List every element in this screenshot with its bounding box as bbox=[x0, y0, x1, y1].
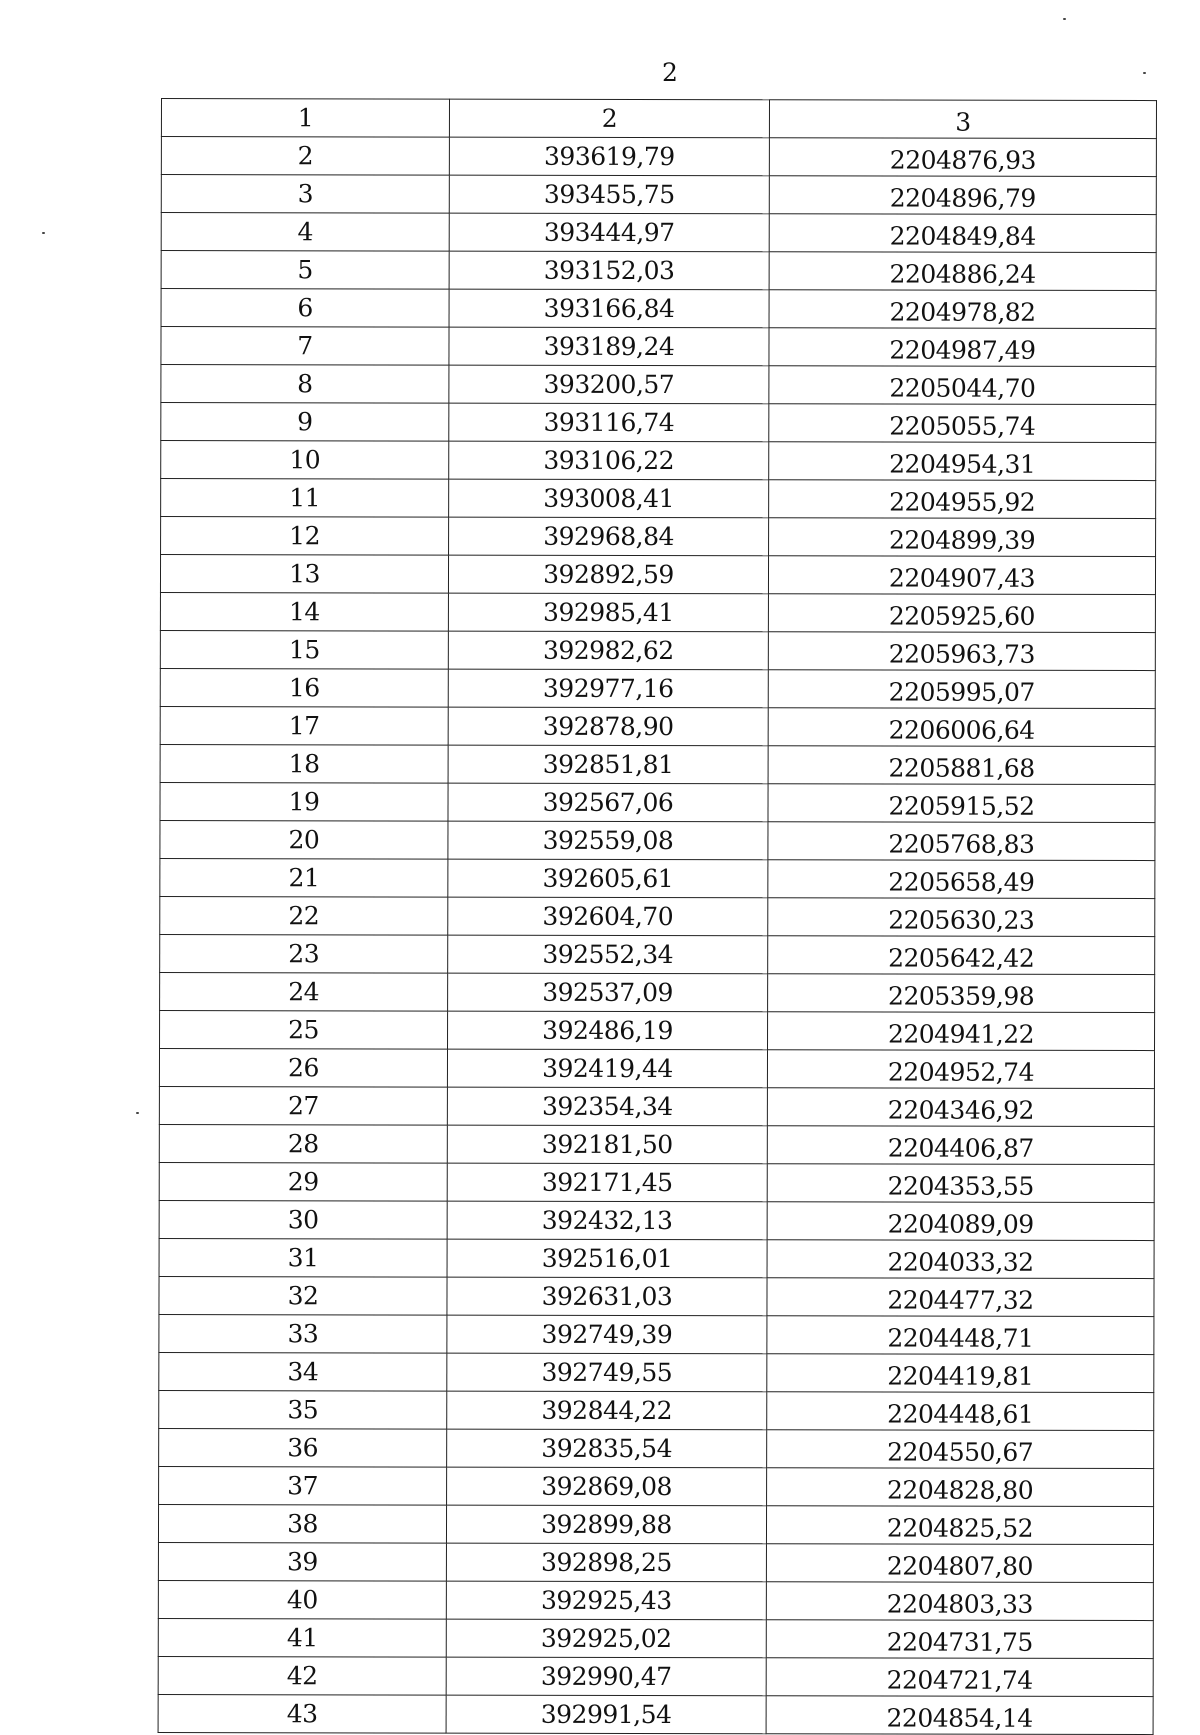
x-coordinate-cell: 392869,08 bbox=[447, 1467, 767, 1506]
header-cell-col-1: 1 bbox=[161, 99, 449, 138]
y-coordinate-cell: 2204987,49 bbox=[769, 328, 1156, 367]
point-number-cell: 35 bbox=[159, 1390, 447, 1429]
point-number-cell: 41 bbox=[158, 1618, 446, 1657]
y-coordinate-cell: 2204353,55 bbox=[767, 1164, 1154, 1203]
header-cell-col-3: 3 bbox=[769, 100, 1156, 139]
y-coordinate-cell: 2205915,52 bbox=[768, 784, 1155, 823]
x-coordinate-cell: 392419,44 bbox=[447, 1049, 767, 1088]
table-row bbox=[158, 1618, 1153, 1658]
point-number-cell: 4 bbox=[161, 213, 449, 252]
x-coordinate-cell: 392559,08 bbox=[448, 821, 768, 860]
y-coordinate-cell: 2204089,09 bbox=[767, 1202, 1154, 1241]
page-number: 2 bbox=[662, 58, 678, 87]
point-number-cell: 22 bbox=[160, 896, 448, 935]
table-row bbox=[159, 1124, 1154, 1164]
table-row bbox=[159, 1048, 1154, 1088]
x-coordinate-cell: 393619,79 bbox=[449, 137, 769, 176]
point-number-cell: 18 bbox=[160, 744, 448, 783]
point-number-cell: 42 bbox=[158, 1656, 446, 1695]
y-coordinate-cell: 2204406,87 bbox=[767, 1126, 1154, 1165]
point-number-cell: 2 bbox=[161, 137, 449, 176]
x-coordinate-cell: 393444,97 bbox=[449, 213, 769, 252]
table-row bbox=[161, 289, 1156, 329]
y-coordinate-cell: 2205658,49 bbox=[768, 860, 1155, 899]
y-coordinate-cell: 2205044,70 bbox=[769, 366, 1156, 405]
x-coordinate-cell: 392181,50 bbox=[447, 1125, 767, 1164]
table-row bbox=[161, 365, 1156, 405]
scan-speck bbox=[1143, 72, 1146, 74]
x-coordinate-cell: 392878,90 bbox=[448, 707, 768, 746]
y-coordinate-cell: 2204896,79 bbox=[769, 176, 1156, 215]
table-row bbox=[161, 175, 1156, 215]
y-coordinate-cell: 2204952,74 bbox=[767, 1050, 1154, 1089]
point-number-cell: 20 bbox=[160, 820, 448, 859]
table-row bbox=[159, 1200, 1154, 1240]
point-number-cell: 24 bbox=[160, 972, 448, 1011]
x-coordinate-cell: 392604,70 bbox=[448, 897, 768, 936]
point-number-cell: 36 bbox=[159, 1428, 447, 1467]
scan-speck bbox=[136, 1112, 139, 1114]
point-number-cell: 14 bbox=[160, 592, 448, 631]
table-row bbox=[161, 403, 1156, 443]
point-number-cell: 28 bbox=[159, 1124, 447, 1163]
x-coordinate-cell: 392835,54 bbox=[447, 1429, 767, 1468]
point-number-cell: 12 bbox=[161, 517, 449, 556]
y-coordinate-cell: 2204941,22 bbox=[768, 1012, 1155, 1051]
table-body bbox=[158, 99, 1156, 1735]
x-coordinate-cell: 392925,02 bbox=[446, 1619, 766, 1658]
table-row bbox=[160, 934, 1155, 974]
table-row bbox=[160, 1010, 1155, 1050]
table-row bbox=[160, 706, 1155, 746]
y-coordinate-cell: 2204033,32 bbox=[767, 1240, 1154, 1279]
point-number-cell: 29 bbox=[159, 1162, 447, 1201]
y-coordinate-cell: 2204907,43 bbox=[768, 556, 1155, 595]
x-coordinate-cell: 392985,41 bbox=[448, 593, 768, 632]
table-row bbox=[161, 251, 1156, 291]
x-coordinate-cell: 392516,01 bbox=[447, 1239, 767, 1278]
table-row bbox=[160, 630, 1155, 670]
table-row bbox=[161, 441, 1156, 481]
x-coordinate-cell: 393152,03 bbox=[449, 251, 769, 290]
point-number-cell: 43 bbox=[158, 1694, 446, 1733]
table-row bbox=[159, 1314, 1154, 1354]
point-number-cell: 5 bbox=[161, 251, 449, 290]
y-coordinate-cell: 2204955,92 bbox=[769, 480, 1156, 519]
x-coordinate-cell: 392605,61 bbox=[448, 859, 768, 898]
table-row bbox=[159, 1086, 1154, 1126]
y-coordinate-cell: 2204448,71 bbox=[767, 1316, 1154, 1355]
table-row bbox=[160, 555, 1155, 595]
y-coordinate-cell: 2204550,67 bbox=[767, 1430, 1154, 1469]
table-row bbox=[161, 327, 1156, 367]
table-row bbox=[159, 1466, 1154, 1506]
table-row bbox=[158, 1656, 1153, 1696]
table-row bbox=[159, 1390, 1154, 1430]
table-row bbox=[158, 1504, 1153, 1544]
table-row bbox=[161, 213, 1156, 253]
table-row bbox=[159, 1276, 1154, 1316]
y-coordinate-cell: 2204807,80 bbox=[766, 1544, 1153, 1583]
y-coordinate-cell: 2205055,74 bbox=[769, 404, 1156, 443]
x-coordinate-cell: 392990,47 bbox=[446, 1657, 766, 1696]
x-coordinate-cell: 392171,45 bbox=[447, 1163, 767, 1202]
table-row bbox=[160, 592, 1155, 632]
table-row bbox=[158, 1580, 1153, 1620]
y-coordinate-cell: 2204731,75 bbox=[766, 1620, 1153, 1659]
point-number-cell: 34 bbox=[159, 1352, 447, 1391]
y-coordinate-cell: 2204477,32 bbox=[767, 1278, 1154, 1317]
table-header-row bbox=[161, 99, 1156, 139]
scan-speck bbox=[42, 232, 45, 234]
table-row bbox=[161, 517, 1156, 557]
point-number-cell: 23 bbox=[160, 934, 448, 973]
table-row bbox=[159, 1238, 1154, 1278]
point-number-cell: 10 bbox=[161, 441, 449, 480]
y-coordinate-cell: 2205881,68 bbox=[768, 746, 1155, 785]
table-row bbox=[159, 1352, 1154, 1392]
point-number-cell: 9 bbox=[161, 403, 449, 442]
point-number-cell: 39 bbox=[158, 1542, 446, 1581]
y-coordinate-cell: 2204876,93 bbox=[769, 138, 1156, 177]
table-row bbox=[161, 479, 1156, 519]
x-coordinate-cell: 392749,55 bbox=[447, 1353, 767, 1392]
table-row bbox=[160, 782, 1155, 822]
point-number-cell: 30 bbox=[159, 1200, 447, 1239]
y-coordinate-cell: 2204849,84 bbox=[769, 214, 1156, 253]
x-coordinate-cell: 392982,62 bbox=[448, 631, 768, 670]
table-row bbox=[160, 972, 1155, 1012]
y-coordinate-cell: 2204448,61 bbox=[767, 1392, 1154, 1431]
point-number-cell: 31 bbox=[159, 1238, 447, 1277]
y-coordinate-cell: 2204346,92 bbox=[767, 1088, 1154, 1127]
scan-speck bbox=[1063, 18, 1066, 20]
y-coordinate-cell: 2204419,81 bbox=[767, 1354, 1154, 1393]
point-number-cell: 7 bbox=[161, 327, 449, 366]
table-row bbox=[160, 858, 1155, 898]
point-number-cell: 3 bbox=[161, 175, 449, 214]
point-number-cell: 26 bbox=[159, 1048, 447, 1087]
y-coordinate-cell: 2204899,39 bbox=[769, 518, 1156, 557]
y-coordinate-cell: 2204954,31 bbox=[769, 442, 1156, 481]
x-coordinate-cell: 392552,34 bbox=[448, 935, 768, 974]
x-coordinate-cell: 392968,84 bbox=[449, 517, 769, 556]
point-number-cell: 21 bbox=[160, 858, 448, 897]
y-coordinate-cell: 2204828,80 bbox=[767, 1468, 1154, 1507]
y-coordinate-cell: 2204825,52 bbox=[766, 1506, 1153, 1545]
y-coordinate-cell: 2205963,73 bbox=[768, 632, 1155, 671]
y-coordinate-cell: 2205995,07 bbox=[768, 670, 1155, 709]
table-row bbox=[158, 1694, 1153, 1734]
point-number-cell: 13 bbox=[160, 555, 448, 594]
y-coordinate-cell: 2205768,83 bbox=[768, 822, 1155, 861]
x-coordinate-cell: 392898,25 bbox=[446, 1543, 766, 1582]
point-number-cell: 32 bbox=[159, 1276, 447, 1315]
x-coordinate-cell: 393200,57 bbox=[449, 365, 769, 404]
table-row bbox=[161, 137, 1156, 177]
point-number-cell: 37 bbox=[159, 1466, 447, 1505]
x-coordinate-cell: 392567,06 bbox=[448, 783, 768, 822]
point-number-cell: 19 bbox=[160, 782, 448, 821]
table-row bbox=[159, 1162, 1154, 1202]
table-row bbox=[159, 1428, 1154, 1468]
point-number-cell: 25 bbox=[160, 1010, 448, 1049]
y-coordinate-cell: 2205630,23 bbox=[768, 898, 1155, 937]
point-number-cell: 27 bbox=[159, 1086, 447, 1125]
point-number-cell: 40 bbox=[158, 1580, 446, 1619]
y-coordinate-cell: 2205925,60 bbox=[768, 594, 1155, 633]
table-row bbox=[160, 896, 1155, 936]
point-number-cell: 8 bbox=[161, 365, 449, 404]
x-coordinate-cell: 393455,75 bbox=[449, 175, 769, 214]
y-coordinate-cell: 2204978,82 bbox=[769, 290, 1156, 329]
point-number-cell: 6 bbox=[161, 289, 449, 328]
y-coordinate-cell: 2205642,42 bbox=[768, 936, 1155, 975]
x-coordinate-cell: 392749,39 bbox=[447, 1315, 767, 1354]
point-number-cell: 38 bbox=[158, 1504, 446, 1543]
x-coordinate-cell: 392631,03 bbox=[447, 1277, 767, 1316]
x-coordinate-cell: 393166,84 bbox=[449, 289, 769, 328]
table-row bbox=[160, 820, 1155, 860]
y-coordinate-cell: 2204721,74 bbox=[766, 1658, 1153, 1697]
x-coordinate-cell: 392354,34 bbox=[447, 1087, 767, 1126]
x-coordinate-cell: 392899,88 bbox=[446, 1505, 766, 1544]
coordinates-table bbox=[158, 98, 1157, 1735]
point-number-cell: 17 bbox=[160, 706, 448, 745]
y-coordinate-cell: 2205359,98 bbox=[768, 974, 1155, 1013]
x-coordinate-cell: 392432,13 bbox=[447, 1201, 767, 1240]
table-row bbox=[158, 1542, 1153, 1582]
x-coordinate-cell: 392991,54 bbox=[446, 1695, 766, 1734]
x-coordinate-cell: 392844,22 bbox=[447, 1391, 767, 1430]
table-row bbox=[160, 744, 1155, 784]
x-coordinate-cell: 392537,09 bbox=[448, 973, 768, 1012]
x-coordinate-cell: 392851,81 bbox=[448, 745, 768, 784]
x-coordinate-cell: 392486,19 bbox=[448, 1011, 768, 1050]
y-coordinate-cell: 2206006,64 bbox=[768, 708, 1155, 747]
y-coordinate-cell: 2204803,33 bbox=[766, 1582, 1153, 1621]
point-number-cell: 33 bbox=[159, 1314, 447, 1353]
y-coordinate-cell: 2204886,24 bbox=[769, 252, 1156, 291]
y-coordinate-cell: 2204854,14 bbox=[766, 1696, 1153, 1735]
x-coordinate-cell: 393008,41 bbox=[449, 479, 769, 518]
x-coordinate-cell: 392977,16 bbox=[448, 669, 768, 708]
point-number-cell: 16 bbox=[160, 668, 448, 707]
x-coordinate-cell: 393106,22 bbox=[449, 441, 769, 480]
x-coordinate-cell: 393116,74 bbox=[449, 403, 769, 442]
table-row bbox=[160, 668, 1155, 708]
point-number-cell: 11 bbox=[161, 479, 449, 518]
x-coordinate-cell: 392925,43 bbox=[446, 1581, 766, 1620]
x-coordinate-cell: 392892,59 bbox=[448, 555, 768, 594]
header-cell-col-2: 2 bbox=[449, 99, 769, 138]
point-number-cell: 15 bbox=[160, 630, 448, 669]
x-coordinate-cell: 393189,24 bbox=[449, 327, 769, 366]
